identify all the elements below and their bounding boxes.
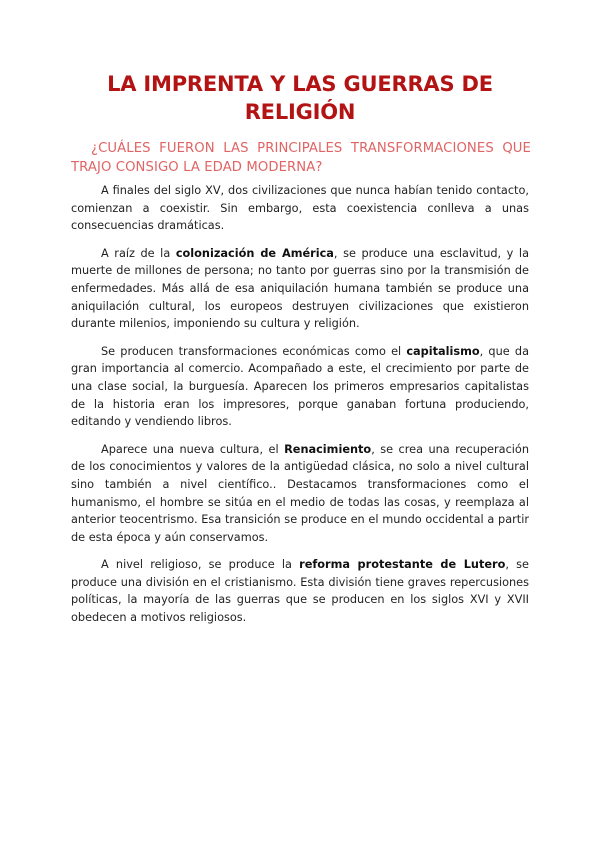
paragraph-5-text-start: A nivel religioso, se produce la xyxy=(101,558,300,572)
paragraph-3-bold-term: capitalismo xyxy=(406,344,480,358)
paragraph-1 xyxy=(71,182,529,235)
page-subtitle: ¿CUÁLES FUERON LAS PRINCIPALES TRANSFORMACIONES QUE TRAJO CONSIGO LA EDAD MODERNA? xyxy=(71,141,531,175)
paragraph-4-bold-term: Renacimiento xyxy=(284,442,372,456)
paragraph-5 xyxy=(71,556,529,626)
paragraph-5-text-end: , se produce una división en el cristianismo. Esta división tiene graves repercusiones políticas, la mayoría de las guerras que se producen en los siglos XVI y XVII obedecen a motivos religiosos. xyxy=(71,558,529,625)
page-title: LA IMPRENTA Y LAS GUERRAS DE RELIGIÓN xyxy=(107,72,493,124)
paragraph-2 xyxy=(71,245,529,333)
paragraph-1-text: A finales del siglo XV, dos civilizaciones que nunca habían tenido contacto, comienzan a coexistir. Sin embargo, esta coexistencia conlleva a unas consecuencias dramáticas. xyxy=(71,184,529,233)
paragraph-5-bold-term: reforma protestante de Lutero xyxy=(299,558,506,572)
paragraph-3-text-end: , que da gran importancia al comercio. Acompañado a este, el crecimiento por parte de una clase social, la burguesía. Aparecen los primeros empresarios capitalistas de la historia eran los impresores, porque ganaban fortuna produciendo, editando y vendiendo libros. xyxy=(71,344,529,429)
paragraph-4-text-end: , se crea una recuperación de los conocimientos y valores de la antigüedad clásica, no solo a nivel cultural sino también a nivel científico.. Destacamos transformaciones como el humanismo, el hombre se sitúa en el medio de todas las cosas, y reemplaza al anterior teocentrismo. Esa transición se produce en el mundo occidental a partir de esta época y aún conservamos. xyxy=(71,442,529,544)
paragraph-2-text-start: A raíz de la xyxy=(101,246,176,260)
paragraph-3-text-start: Se producen transformaciones económicas como el xyxy=(101,344,407,358)
paragraph-4-text-start: Aparece una nueva cultura, el xyxy=(101,442,285,456)
document-body xyxy=(71,182,529,637)
paragraph-4 xyxy=(71,441,529,547)
paragraph-3 xyxy=(71,343,529,431)
paragraph-2-text-end: , se produce una esclavitud, y la muerte de millones de persona; no tanto por guerras sino por la transmisión de enfermedades. Más allá de esa aniquilación humana también se produce una aniquilación cultural, los europeos destruyen civilizaciones que existieron durante milenios, imponiendo su cultura y religión. xyxy=(71,246,529,331)
paragraph-2-bold-term: colonización de América xyxy=(175,246,334,260)
